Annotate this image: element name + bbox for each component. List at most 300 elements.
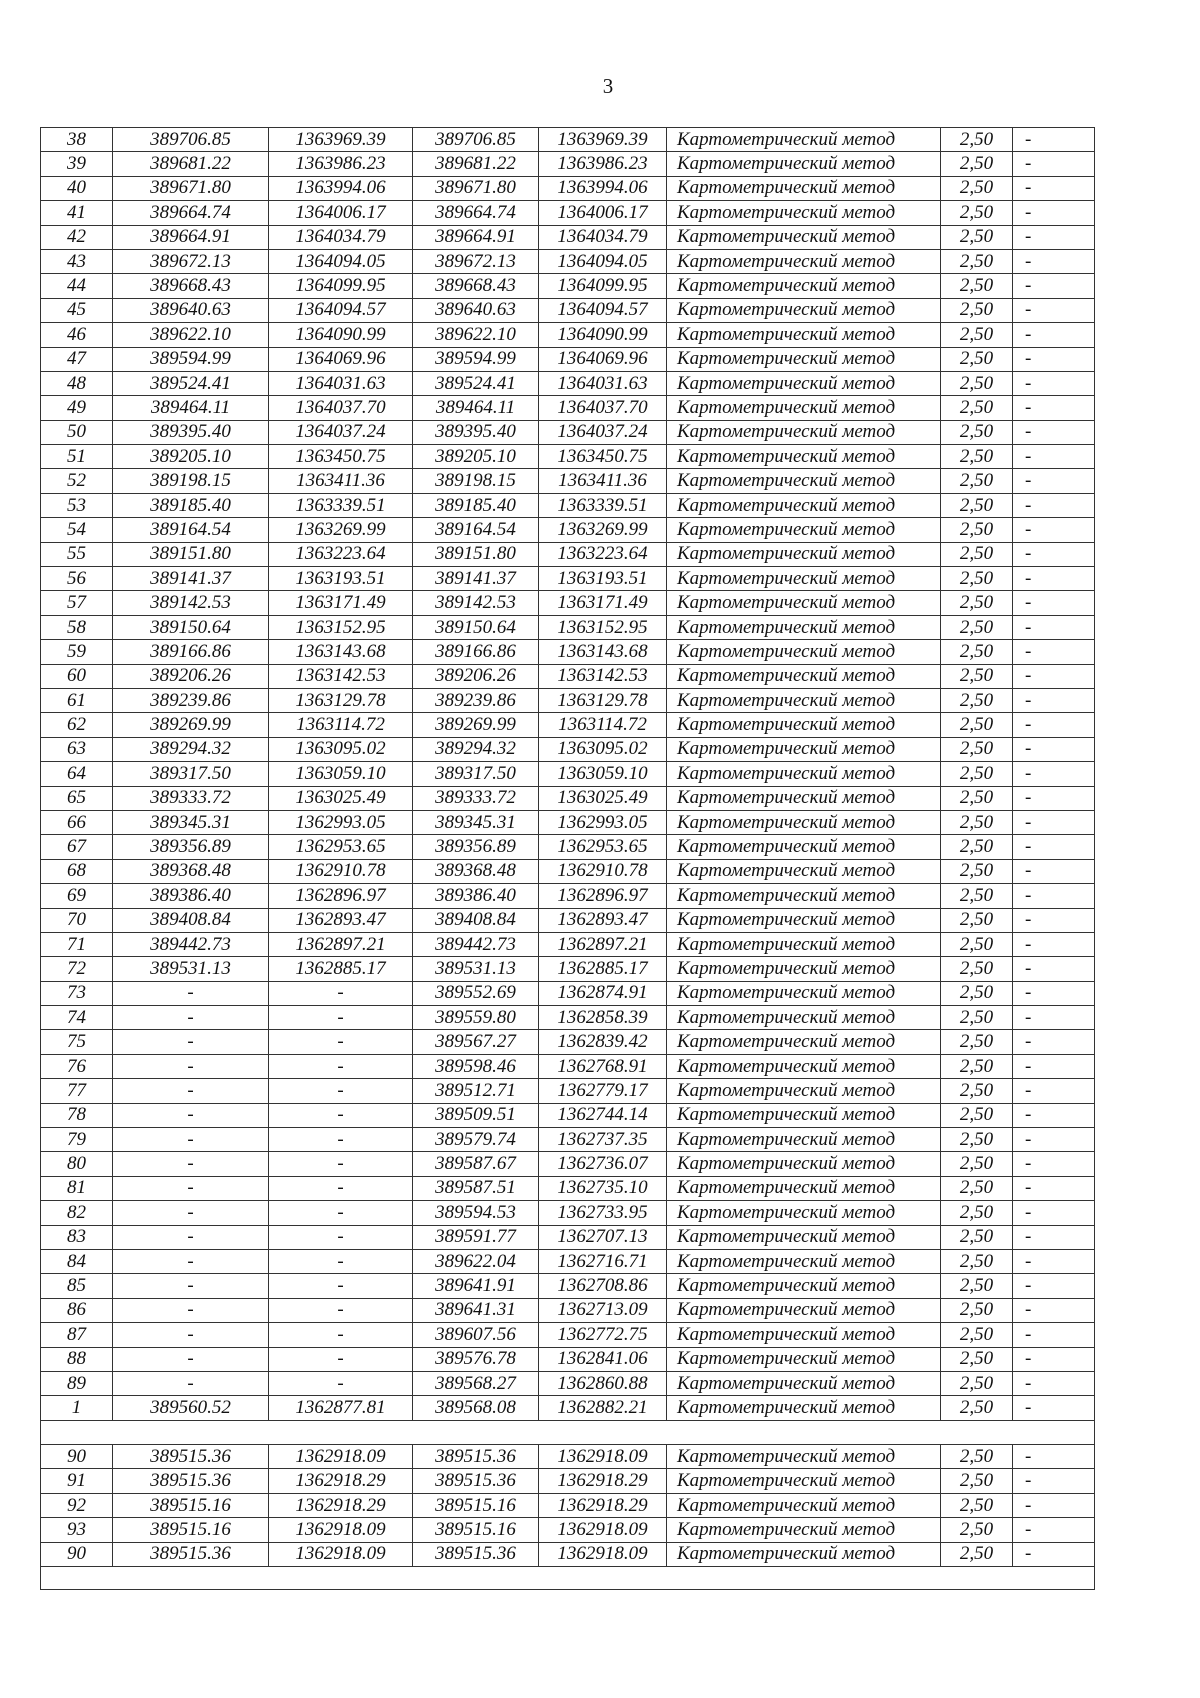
new-x-cell: 389185.40 bbox=[413, 493, 539, 517]
new-y-cell: 1363129.78 bbox=[539, 688, 667, 712]
old-y-cell: - bbox=[269, 1323, 413, 1347]
accuracy-cell: 2,50 bbox=[941, 1152, 1013, 1176]
new-y-cell: 1362772.75 bbox=[539, 1323, 667, 1347]
new-y-cell: 1364099.95 bbox=[539, 274, 667, 298]
new-x-cell: 389142.53 bbox=[413, 591, 539, 615]
old-y-cell: 1363339.51 bbox=[269, 493, 413, 517]
new-x-cell: 389150.64 bbox=[413, 615, 539, 639]
old-y-cell: 1363143.68 bbox=[269, 640, 413, 664]
accuracy-cell: 2,50 bbox=[941, 1323, 1013, 1347]
description-cell: - bbox=[1013, 298, 1095, 322]
point-number-cell: 56 bbox=[41, 567, 113, 591]
new-y-cell: 1362874.91 bbox=[539, 981, 667, 1005]
new-y-cell: 1362708.86 bbox=[539, 1274, 667, 1298]
new-x-cell: 389668.43 bbox=[413, 274, 539, 298]
description-cell: - bbox=[1013, 1128, 1095, 1152]
old-y-cell: 1362953.65 bbox=[269, 835, 413, 859]
coordinates-table bbox=[40, 127, 1095, 1590]
method-cell: Картометрический метод bbox=[667, 1103, 941, 1127]
old-x-cell: - bbox=[113, 1298, 269, 1322]
new-y-cell: 1362858.39 bbox=[539, 1006, 667, 1030]
old-y-cell: 1363142.53 bbox=[269, 664, 413, 688]
new-x-cell: 389515.36 bbox=[413, 1445, 539, 1469]
point-number-cell: 91 bbox=[41, 1469, 113, 1493]
description-cell: - bbox=[1013, 615, 1095, 639]
method-cell: Картометрический метод bbox=[667, 445, 941, 469]
new-y-cell: 1362918.29 bbox=[539, 1493, 667, 1517]
description-cell: - bbox=[1013, 420, 1095, 444]
old-y-cell: 1362896.97 bbox=[269, 884, 413, 908]
new-x-cell: 389579.74 bbox=[413, 1128, 539, 1152]
table-end-row bbox=[41, 1567, 1095, 1590]
description-cell: - bbox=[1013, 1249, 1095, 1273]
method-cell: Картометрический метод bbox=[667, 1298, 941, 1322]
old-y-cell: - bbox=[269, 1103, 413, 1127]
point-number-cell: 39 bbox=[41, 152, 113, 176]
method-cell: Картометрический метод bbox=[667, 786, 941, 810]
description-cell: - bbox=[1013, 1542, 1095, 1566]
table-row bbox=[41, 1030, 1095, 1054]
table-row bbox=[41, 1006, 1095, 1030]
new-y-cell: 1363142.53 bbox=[539, 664, 667, 688]
accuracy-cell: 2,50 bbox=[941, 591, 1013, 615]
point-number-cell: 69 bbox=[41, 884, 113, 908]
table-row bbox=[41, 1201, 1095, 1225]
old-x-cell: 389205.10 bbox=[113, 445, 269, 469]
method-cell: Картометрический метод bbox=[667, 542, 941, 566]
method-cell: Картометрический метод bbox=[667, 1249, 941, 1273]
description-cell: - bbox=[1013, 884, 1095, 908]
point-number-cell: 70 bbox=[41, 908, 113, 932]
old-y-cell: 1362877.81 bbox=[269, 1396, 413, 1420]
new-x-cell: 389664.91 bbox=[413, 225, 539, 249]
table-row bbox=[41, 810, 1095, 834]
old-y-cell: - bbox=[269, 1128, 413, 1152]
point-number-cell: 89 bbox=[41, 1371, 113, 1395]
new-x-cell: 389622.04 bbox=[413, 1249, 539, 1273]
point-number-cell: 86 bbox=[41, 1298, 113, 1322]
description-cell: - bbox=[1013, 518, 1095, 542]
old-x-cell: 389294.32 bbox=[113, 737, 269, 761]
method-cell: Картометрический метод bbox=[667, 884, 941, 908]
point-number-cell: 92 bbox=[41, 1493, 113, 1517]
accuracy-cell: 2,50 bbox=[941, 932, 1013, 956]
description-cell: - bbox=[1013, 957, 1095, 981]
new-y-cell: 1363193.51 bbox=[539, 567, 667, 591]
accuracy-cell: 2,50 bbox=[941, 347, 1013, 371]
old-y-cell: 1362918.09 bbox=[269, 1518, 413, 1542]
old-x-cell: 389408.84 bbox=[113, 908, 269, 932]
old-y-cell: 1364006.17 bbox=[269, 201, 413, 225]
new-x-cell: 389386.40 bbox=[413, 884, 539, 908]
point-number-cell: 59 bbox=[41, 640, 113, 664]
old-x-cell: 389333.72 bbox=[113, 786, 269, 810]
old-x-cell: 389442.73 bbox=[113, 932, 269, 956]
description-cell: - bbox=[1013, 1274, 1095, 1298]
new-x-cell: 389641.91 bbox=[413, 1274, 539, 1298]
method-cell: Картометрический метод bbox=[667, 1542, 941, 1566]
empty-cell bbox=[41, 1567, 1095, 1590]
accuracy-cell: 2,50 bbox=[941, 640, 1013, 664]
new-y-cell: 1363171.49 bbox=[539, 591, 667, 615]
table-row bbox=[41, 884, 1095, 908]
old-x-cell: 389368.48 bbox=[113, 859, 269, 883]
old-x-cell: 389622.10 bbox=[113, 323, 269, 347]
accuracy-cell: 2,50 bbox=[941, 981, 1013, 1005]
new-y-cell: 1362716.71 bbox=[539, 1249, 667, 1273]
description-cell: - bbox=[1013, 908, 1095, 932]
new-x-cell: 389205.10 bbox=[413, 445, 539, 469]
accuracy-cell: 2,50 bbox=[941, 1225, 1013, 1249]
table-row bbox=[41, 981, 1095, 1005]
old-y-cell: 1363969.39 bbox=[269, 128, 413, 152]
description-cell: - bbox=[1013, 274, 1095, 298]
table-row bbox=[41, 762, 1095, 786]
method-cell: Картометрический метод bbox=[667, 615, 941, 639]
new-y-cell: 1362779.17 bbox=[539, 1079, 667, 1103]
new-y-cell: 1362860.88 bbox=[539, 1371, 667, 1395]
point-number-cell: 75 bbox=[41, 1030, 113, 1054]
point-number-cell: 43 bbox=[41, 249, 113, 273]
method-cell: Картометрический метод bbox=[667, 323, 941, 347]
accuracy-cell: 2,50 bbox=[941, 201, 1013, 225]
old-y-cell: 1363450.75 bbox=[269, 445, 413, 469]
method-cell: Картометрический метод bbox=[667, 567, 941, 591]
description-cell: - bbox=[1013, 469, 1095, 493]
method-cell: Картометрический метод bbox=[667, 1128, 941, 1152]
old-y-cell: 1363095.02 bbox=[269, 737, 413, 761]
old-y-cell: 1363994.06 bbox=[269, 176, 413, 200]
point-number-cell: 51 bbox=[41, 445, 113, 469]
point-number-cell: 46 bbox=[41, 323, 113, 347]
method-cell: Картометрический метод bbox=[667, 859, 941, 883]
new-y-cell: 1362918.09 bbox=[539, 1542, 667, 1566]
accuracy-cell: 2,50 bbox=[941, 469, 1013, 493]
method-cell: Картометрический метод bbox=[667, 981, 941, 1005]
new-x-cell: 389356.89 bbox=[413, 835, 539, 859]
old-y-cell: 1364094.05 bbox=[269, 249, 413, 273]
accuracy-cell: 2,50 bbox=[941, 249, 1013, 273]
old-x-cell: 389395.40 bbox=[113, 420, 269, 444]
old-y-cell: 1362918.29 bbox=[269, 1469, 413, 1493]
new-y-cell: 1363969.39 bbox=[539, 128, 667, 152]
method-cell: Картометрический метод bbox=[667, 835, 941, 859]
new-x-cell: 389594.53 bbox=[413, 1201, 539, 1225]
method-cell: Картометрический метод bbox=[667, 1396, 941, 1420]
table-row bbox=[41, 932, 1095, 956]
point-number-cell: 42 bbox=[41, 225, 113, 249]
description-cell: - bbox=[1013, 859, 1095, 883]
table-row bbox=[41, 835, 1095, 859]
table-row bbox=[41, 1469, 1095, 1493]
description-cell: - bbox=[1013, 1201, 1095, 1225]
point-number-cell: 82 bbox=[41, 1201, 113, 1225]
old-y-cell: - bbox=[269, 1249, 413, 1273]
new-x-cell: 389509.51 bbox=[413, 1103, 539, 1127]
method-cell: Картометрический метод bbox=[667, 201, 941, 225]
new-y-cell: 1364094.05 bbox=[539, 249, 667, 273]
separator-row bbox=[41, 1420, 1095, 1444]
table-row bbox=[41, 1079, 1095, 1103]
old-y-cell: 1363114.72 bbox=[269, 713, 413, 737]
old-x-cell: - bbox=[113, 1079, 269, 1103]
old-x-cell: - bbox=[113, 1152, 269, 1176]
description-cell: - bbox=[1013, 249, 1095, 273]
accuracy-cell: 2,50 bbox=[941, 786, 1013, 810]
point-number-cell: 83 bbox=[41, 1225, 113, 1249]
method-cell: Картометрический метод bbox=[667, 1323, 941, 1347]
old-x-cell: 389150.64 bbox=[113, 615, 269, 639]
old-x-cell: - bbox=[113, 1030, 269, 1054]
point-number-cell: 79 bbox=[41, 1128, 113, 1152]
description-cell: - bbox=[1013, 1396, 1095, 1420]
method-cell: Картометрический метод bbox=[667, 688, 941, 712]
empty-cell bbox=[41, 1420, 1095, 1444]
description-cell: - bbox=[1013, 1323, 1095, 1347]
table-row bbox=[41, 493, 1095, 517]
new-x-cell: 389622.10 bbox=[413, 323, 539, 347]
table-row bbox=[41, 1518, 1095, 1542]
point-number-cell: 90 bbox=[41, 1542, 113, 1566]
method-cell: Картометрический метод bbox=[667, 128, 941, 152]
point-number-cell: 57 bbox=[41, 591, 113, 615]
point-number-cell: 78 bbox=[41, 1103, 113, 1127]
point-number-cell: 81 bbox=[41, 1176, 113, 1200]
description-cell: - bbox=[1013, 567, 1095, 591]
description-cell: - bbox=[1013, 347, 1095, 371]
old-y-cell: 1362993.05 bbox=[269, 810, 413, 834]
table-row bbox=[41, 1493, 1095, 1517]
method-cell: Картометрический метод bbox=[667, 493, 941, 517]
point-number-cell: 1 bbox=[41, 1396, 113, 1420]
accuracy-cell: 2,50 bbox=[941, 1396, 1013, 1420]
description-cell: - bbox=[1013, 1152, 1095, 1176]
description-cell: - bbox=[1013, 152, 1095, 176]
method-cell: Картометрический метод bbox=[667, 152, 941, 176]
old-y-cell: - bbox=[269, 1347, 413, 1371]
new-x-cell: 389515.16 bbox=[413, 1493, 539, 1517]
old-x-cell: 389151.80 bbox=[113, 542, 269, 566]
old-x-cell: - bbox=[113, 1103, 269, 1127]
new-x-cell: 389408.84 bbox=[413, 908, 539, 932]
point-number-cell: 44 bbox=[41, 274, 113, 298]
new-x-cell: 389568.27 bbox=[413, 1371, 539, 1395]
accuracy-cell: 2,50 bbox=[941, 396, 1013, 420]
old-x-cell: 389524.41 bbox=[113, 371, 269, 395]
accuracy-cell: 2,50 bbox=[941, 371, 1013, 395]
table-row bbox=[41, 664, 1095, 688]
new-x-cell: 389515.16 bbox=[413, 1518, 539, 1542]
point-number-cell: 45 bbox=[41, 298, 113, 322]
new-x-cell: 389567.27 bbox=[413, 1030, 539, 1054]
old-y-cell: - bbox=[269, 1054, 413, 1078]
accuracy-cell: 2,50 bbox=[941, 567, 1013, 591]
point-number-cell: 47 bbox=[41, 347, 113, 371]
new-y-cell: 1364090.99 bbox=[539, 323, 667, 347]
new-x-cell: 389559.80 bbox=[413, 1006, 539, 1030]
old-x-cell: 389345.31 bbox=[113, 810, 269, 834]
new-y-cell: 1364037.70 bbox=[539, 396, 667, 420]
table-row bbox=[41, 274, 1095, 298]
description-cell: - bbox=[1013, 396, 1095, 420]
point-number-cell: 72 bbox=[41, 957, 113, 981]
description-cell: - bbox=[1013, 591, 1095, 615]
point-number-cell: 77 bbox=[41, 1079, 113, 1103]
new-y-cell: 1362918.09 bbox=[539, 1518, 667, 1542]
old-y-cell: - bbox=[269, 1371, 413, 1395]
table-row bbox=[41, 1225, 1095, 1249]
new-y-cell: 1362736.07 bbox=[539, 1152, 667, 1176]
point-number-cell: 41 bbox=[41, 201, 113, 225]
description-cell: - bbox=[1013, 1006, 1095, 1030]
description-cell: - bbox=[1013, 1518, 1095, 1542]
description-cell: - bbox=[1013, 1445, 1095, 1469]
old-y-cell: - bbox=[269, 1201, 413, 1225]
accuracy-cell: 2,50 bbox=[941, 1079, 1013, 1103]
method-cell: Картометрический метод bbox=[667, 225, 941, 249]
old-x-cell: 389164.54 bbox=[113, 518, 269, 542]
new-y-cell: 1362918.29 bbox=[539, 1469, 667, 1493]
new-y-cell: 1363152.95 bbox=[539, 615, 667, 639]
new-y-cell: 1362953.65 bbox=[539, 835, 667, 859]
method-cell: Картометрический метод bbox=[667, 762, 941, 786]
point-number-cell: 40 bbox=[41, 176, 113, 200]
old-y-cell: - bbox=[269, 1152, 413, 1176]
method-cell: Картометрический метод bbox=[667, 469, 941, 493]
new-x-cell: 389345.31 bbox=[413, 810, 539, 834]
description-cell: - bbox=[1013, 1469, 1095, 1493]
point-number-cell: 65 bbox=[41, 786, 113, 810]
table-row bbox=[41, 1249, 1095, 1273]
description-cell: - bbox=[1013, 835, 1095, 859]
accuracy-cell: 2,50 bbox=[941, 1347, 1013, 1371]
old-x-cell: - bbox=[113, 1128, 269, 1152]
old-x-cell: 389166.86 bbox=[113, 640, 269, 664]
accuracy-cell: 2,50 bbox=[941, 128, 1013, 152]
new-x-cell: 389664.74 bbox=[413, 201, 539, 225]
new-y-cell: 1362882.21 bbox=[539, 1396, 667, 1420]
new-y-cell: 1364034.79 bbox=[539, 225, 667, 249]
old-y-cell: 1364069.96 bbox=[269, 347, 413, 371]
point-number-cell: 73 bbox=[41, 981, 113, 1005]
accuracy-cell: 2,50 bbox=[941, 1445, 1013, 1469]
old-x-cell: - bbox=[113, 1225, 269, 1249]
old-x-cell: - bbox=[113, 1201, 269, 1225]
old-x-cell: - bbox=[113, 1249, 269, 1273]
new-x-cell: 389151.80 bbox=[413, 542, 539, 566]
method-cell: Картометрический метод bbox=[667, 518, 941, 542]
table-row bbox=[41, 957, 1095, 981]
description-cell: - bbox=[1013, 1103, 1095, 1127]
table-row bbox=[41, 1298, 1095, 1322]
new-x-cell: 389706.85 bbox=[413, 128, 539, 152]
method-cell: Картометрический метод bbox=[667, 274, 941, 298]
old-x-cell: 389269.99 bbox=[113, 713, 269, 737]
table-row bbox=[41, 249, 1095, 273]
new-x-cell: 389206.26 bbox=[413, 664, 539, 688]
new-x-cell: 389672.13 bbox=[413, 249, 539, 273]
old-y-cell: - bbox=[269, 1079, 413, 1103]
accuracy-cell: 2,50 bbox=[941, 323, 1013, 347]
table-row bbox=[41, 323, 1095, 347]
new-x-cell: 389239.86 bbox=[413, 688, 539, 712]
old-y-cell: 1362897.21 bbox=[269, 932, 413, 956]
old-y-cell: - bbox=[269, 1298, 413, 1322]
new-y-cell: 1362839.42 bbox=[539, 1030, 667, 1054]
method-cell: Картометрический метод bbox=[667, 1225, 941, 1249]
point-number-cell: 38 bbox=[41, 128, 113, 152]
old-y-cell: - bbox=[269, 1030, 413, 1054]
old-y-cell: 1364090.99 bbox=[269, 323, 413, 347]
accuracy-cell: 2,50 bbox=[941, 152, 1013, 176]
old-y-cell: 1364037.70 bbox=[269, 396, 413, 420]
method-cell: Картометрический метод bbox=[667, 591, 941, 615]
old-x-cell: 389664.91 bbox=[113, 225, 269, 249]
old-x-cell: 389515.16 bbox=[113, 1518, 269, 1542]
new-y-cell: 1364037.24 bbox=[539, 420, 667, 444]
old-y-cell: 1362918.09 bbox=[269, 1542, 413, 1566]
point-number-cell: 67 bbox=[41, 835, 113, 859]
table-row bbox=[41, 1054, 1095, 1078]
old-y-cell: 1363411.36 bbox=[269, 469, 413, 493]
method-cell: Картометрический метод bbox=[667, 1201, 941, 1225]
new-y-cell: 1364031.63 bbox=[539, 371, 667, 395]
point-number-cell: 68 bbox=[41, 859, 113, 883]
method-cell: Картометрический метод bbox=[667, 1347, 941, 1371]
point-number-cell: 74 bbox=[41, 1006, 113, 1030]
accuracy-cell: 2,50 bbox=[941, 1176, 1013, 1200]
old-y-cell: - bbox=[269, 1176, 413, 1200]
accuracy-cell: 2,50 bbox=[941, 518, 1013, 542]
old-y-cell: 1363129.78 bbox=[269, 688, 413, 712]
description-cell: - bbox=[1013, 1054, 1095, 1078]
old-x-cell: - bbox=[113, 1274, 269, 1298]
table-row bbox=[41, 1323, 1095, 1347]
new-y-cell: 1362735.10 bbox=[539, 1176, 667, 1200]
point-number-cell: 80 bbox=[41, 1152, 113, 1176]
method-cell: Картометрический метод bbox=[667, 1518, 941, 1542]
table-row bbox=[41, 225, 1095, 249]
old-y-cell: 1363152.95 bbox=[269, 615, 413, 639]
table-row bbox=[41, 420, 1095, 444]
method-cell: Картометрический метод bbox=[667, 664, 941, 688]
old-y-cell: - bbox=[269, 1274, 413, 1298]
new-x-cell: 389587.67 bbox=[413, 1152, 539, 1176]
description-cell: - bbox=[1013, 201, 1095, 225]
old-x-cell: - bbox=[113, 1371, 269, 1395]
accuracy-cell: 2,50 bbox=[941, 810, 1013, 834]
accuracy-cell: 2,50 bbox=[941, 688, 1013, 712]
accuracy-cell: 2,50 bbox=[941, 908, 1013, 932]
table-row bbox=[41, 518, 1095, 542]
table-row bbox=[41, 396, 1095, 420]
point-number-cell: 63 bbox=[41, 737, 113, 761]
old-y-cell: 1362910.78 bbox=[269, 859, 413, 883]
new-y-cell: 1362918.09 bbox=[539, 1445, 667, 1469]
table-row bbox=[41, 640, 1095, 664]
accuracy-cell: 2,50 bbox=[941, 859, 1013, 883]
new-x-cell: 389164.54 bbox=[413, 518, 539, 542]
method-cell: Картометрический метод bbox=[667, 1152, 941, 1176]
new-y-cell: 1363143.68 bbox=[539, 640, 667, 664]
table-body bbox=[41, 128, 1095, 1590]
point-number-cell: 50 bbox=[41, 420, 113, 444]
old-y-cell: 1362885.17 bbox=[269, 957, 413, 981]
accuracy-cell: 2,50 bbox=[941, 493, 1013, 517]
table-row bbox=[41, 859, 1095, 883]
new-y-cell: 1363114.72 bbox=[539, 713, 667, 737]
description-cell: - bbox=[1013, 1079, 1095, 1103]
